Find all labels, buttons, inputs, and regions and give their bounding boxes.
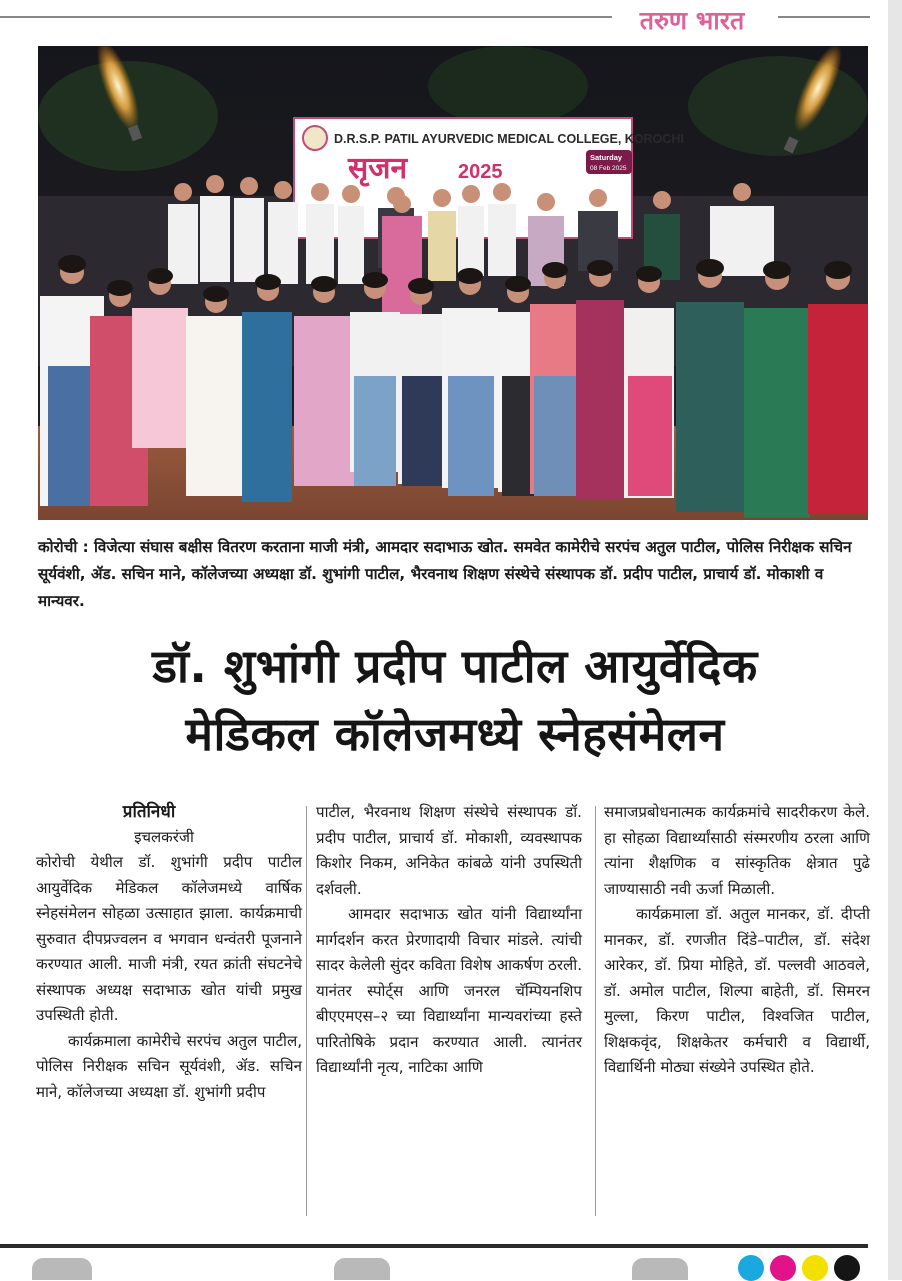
page-edge-strip [888,0,902,1280]
article-column-2 [316,800,582,1081]
cyan-registration-dot [738,1255,764,1281]
yellow-registration-dot [802,1255,828,1281]
article-headline [30,632,880,768]
banner-day: Saturday [590,153,623,162]
article-paragraph: कोरोची येथील डॉ. शुभांगी प्रदीप पाटील आयुर्वेदिक मेडिकल कॉलेजमध्ये वार्षिक स्नेहसंमेलन सोहळा उत्साहात झाला. कार्यक्रमाची सुरुवात दीपप्रज्वलन व भगवान धन्वंतरी पूजनाने करण्यात आली. माजी मंत्री, रयत क्रांती संघटनेचे संस्थापक अध्यक्ष सदाभाऊ खोत यांची प्रमुख उपस्थिती होती. [36,853,302,1024]
banner-date: 08 Feb 2025 [590,165,627,172]
article-paragraph: आमदार सदाभाऊ खोत यांनी विद्यार्थ्यांना मार्गदर्शन करत प्रेरणादायी विचार मांडले. त्यांची सादर केलेली सुंदर कविता विशेष आकर्षण ठरली. यानंतर स्पोर्ट्स आणि जनरल चॅम्पियनशिप बीएएमएस–२ च्या विद्यार्थ्यांना मान्यवरांच्या हस्ते पारितोषिके प्रदान करण्यात आली. त्यानंतर विद्यार्थ्यांनी नृत्य, नाटिका आणि [316,905,582,1076]
dateline-place: इचलकरंजी [134,828,194,846]
page-tab [32,1258,92,1280]
event-group-photo [38,46,868,520]
photo-caption: कोरोची : विजेत्या संघास बक्षीस वितरण करताना माजी मंत्री, आमदार सदाभाऊ खोत. समवेत कामेरीचे सरपंच अतुल पाटील, पोलिस निरीक्षक सचिन सूर्यवंशी, ॲड. सचिन माने, कॉलेजच्या अध्यक्षा डॉ. शुभांगी पाटील, भैरवनाथ शिक्षण संस्थेचे संस्थापक डॉ. प्रदीप पाटील, प्राचार्य डॉ. मोकाशी व मान्यवर. [38,538,852,610]
page-tab [334,1258,390,1280]
page-tab [632,1258,688,1280]
magenta-registration-dot [770,1255,796,1281]
newspaper-masthead: तरुण भारत [612,2,772,44]
column-divider [595,806,596,1216]
article-paragraph: समाजप्रबोधनात्मक कार्यक्रमांचे सादरीकरण केले. हा सोहळा विद्यार्थ्यांसाठी संस्मरणीय ठरला आणि त्यांना शैक्षणिक व सांस्कृतिक क्षेत्रात पुढे जाण्यासाठी नवी ऊर्जा मिळाली. [604,803,870,898]
masthead-rule-left [0,16,612,18]
byline: प्रतिनिधी [122,802,176,822]
banner-event-name: सृजन [348,151,408,186]
banner-college-name: D.R.S.P. PATIL AYURVEDIC MEDICAL COLLEGE, KOROCHI [334,132,684,146]
article-column-1 [36,800,302,1105]
article-paragraph: कार्यक्रमाला कामेरीचे सरपंच अतुल पाटील, पोलिस निरीक्षक सचिन सूर्यवंशी, ॲड. सचिन माने, कॉलेजच्या अध्यक्षा डॉ. शुभांगी प्रदीप [36,1031,302,1101]
bottom-rule [0,1244,868,1248]
column-divider [306,806,307,1216]
black-registration-dot [834,1255,860,1281]
headline-line-1: डॉ. शुभांगी प्रदीप पाटील आयुर्वेदिक [152,639,758,693]
banner-year: 2025 [458,161,503,183]
headline-line-2: मेडिकल कॉलेजमध्ये स्नेहसंमेलन [185,707,725,761]
masthead-rule-right [778,16,870,18]
article-column-3 [604,800,870,1081]
article-paragraph: पाटील, भैरवनाथ शिक्षण संस्थेचे संस्थापक डॉ. प्रदीप पाटील, प्राचार्य डॉ. मोकाशी, व्यवस्थापक किशोर निकम, अनिकेत कांबळे यांनी उपस्थिती दर्शवली. [316,803,582,898]
college-logo-icon [303,126,327,150]
article-paragraph: कार्यक्रमाला डॉ. अतुल मानकर, डॉ. दीप्ती मानकर, डॉ. रणजीत दिंडे–पाटील, डॉ. संदेश आरेकर, डॉ. प्रिया मोहिते, डॉ. पल्लवी आठवले, डॉ. अमोल पाटील, शिल्पा बाहेती, डॉ. सिमरन मुल्ला, किरण पाटील, विश्वजित पाटील, शिक्षकवृंद, शिक्षकेतर कर्मचारी व विद्यार्थी, विद्यार्थिनी मोठ्या संख्येने उपस्थित होते. [604,905,870,1076]
